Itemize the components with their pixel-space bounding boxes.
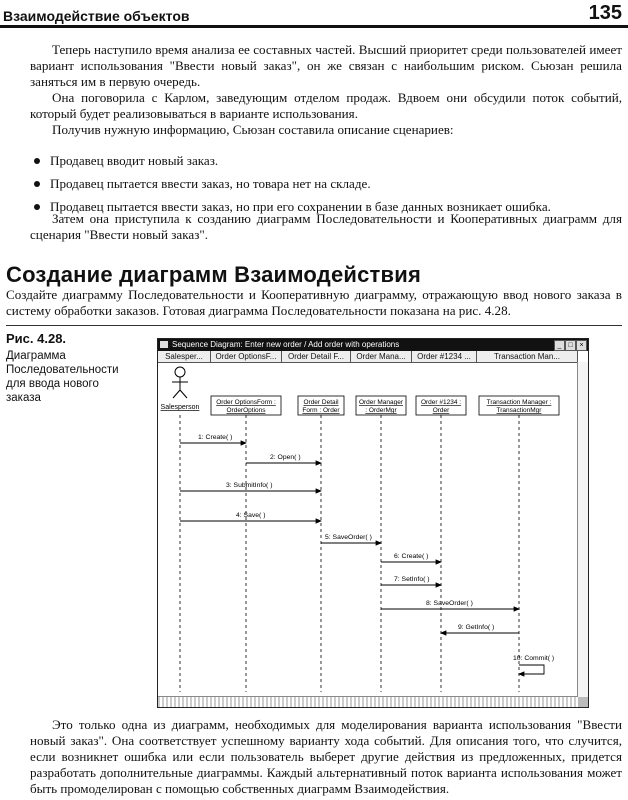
message-labels bbox=[198, 434, 554, 662]
close-icon[interactable]: × bbox=[576, 340, 587, 351]
message-label: 2: Open( ) bbox=[270, 454, 301, 461]
message-label: 1: Create( ) bbox=[198, 434, 233, 441]
svg-text:OrderOptions: OrderOptions bbox=[226, 407, 266, 414]
svg-text:Order Manager: Order Manager bbox=[358, 399, 404, 406]
page-number: 135 bbox=[588, 2, 622, 24]
figure-number: Рис. 4.28. bbox=[6, 331, 67, 346]
message-label: 10: Commit( ) bbox=[513, 655, 555, 662]
list-item: Продавец вводит новый заказ. bbox=[34, 153, 614, 169]
figure-rule bbox=[6, 325, 622, 326]
list-item: Продавец пытается ввести заказ, но при его сохранении в базе данных возникает ошибка. bbox=[34, 199, 614, 215]
paragraph: Теперь наступило время анализа ее составных частей. Высший приоритет среди пользователей имеет вариант использования "Ввести новый заказ", он же связан с наибольшим риском. Сьюзан решила заняться им в первую очередь. bbox=[30, 42, 622, 89]
paragraph: Создайте диаграмму Последовательности и Кооперативную диаграмму, отражающую ввод нового заказа в систему обработки заказов. Готовая диаграмма Последовательности показана на рис. 4.28. bbox=[6, 287, 622, 318]
sequence-diagram-canvas bbox=[158, 362, 576, 706]
svg-text:Order #1234 :: Order #1234 : bbox=[420, 399, 462, 406]
running-head: Взаимодействие объектов bbox=[3, 8, 190, 24]
svg-text:Transaction Manager :: Transaction Manager : bbox=[486, 399, 552, 406]
message-label: 6: Create( ) bbox=[394, 553, 429, 560]
svg-text:Order Detail: Order Detail bbox=[303, 399, 339, 406]
list-item: Продавец пытается ввести заказ, но товара нет на складе. bbox=[34, 176, 614, 192]
actor-icon bbox=[172, 367, 188, 398]
paragraph: Это только одна из диаграмм, необходимых для моделирования варианта использования "Ввести новый заказ". Она соответствует успешному варианту хода событий. Для описания того, что случится, если возникнет ошибка или если пользователь выберет другие действия из предложенных, придется разработать дополнительные диаграммы. Каждый альтернативный поток варианта использования может быть промоделирован с помощью собственных диаграмм Взаимодействия. bbox=[30, 717, 622, 796]
intro-block bbox=[30, 42, 622, 138]
section-title: Создание диаграмм Взаимодействия bbox=[6, 262, 422, 287]
column-header[interactable]: Salesper... bbox=[158, 351, 211, 363]
column-header[interactable]: Order Mana... bbox=[351, 351, 412, 363]
actor-label: Salesperson bbox=[160, 404, 200, 411]
paragraph: Она поговорила с Карлом, заведующим отделом продаж. Вдвоем они обсудили поток событий, который будет реализовываться в варианте использования. bbox=[30, 90, 622, 121]
after-bullets bbox=[30, 211, 622, 243]
message-arrow bbox=[519, 665, 544, 674]
svg-text:Order OptionsForm :: Order OptionsForm : bbox=[216, 399, 276, 406]
message-label: 5: SaveOrder( ) bbox=[325, 534, 372, 541]
closing-block bbox=[30, 717, 622, 797]
object-box[interactable] bbox=[356, 396, 406, 415]
message-label: 4: Save( ) bbox=[236, 512, 266, 519]
svg-text:Order: Order bbox=[432, 407, 450, 414]
paragraph: Затем она приступила к созданию диаграмм Последовательности и Кооперативных диаграмм для сценария "Ввести новый заказ". bbox=[30, 211, 622, 242]
column-header[interactable]: Order #1234 ... bbox=[412, 351, 477, 363]
message-label: 7: SetInfo( ) bbox=[394, 576, 430, 583]
column-header[interactable]: Transaction Man... bbox=[477, 351, 578, 363]
column-header[interactable]: Order OptionsF... bbox=[211, 351, 282, 363]
sequence-diagram-window bbox=[157, 338, 589, 708]
object-box[interactable] bbox=[211, 396, 281, 415]
bullet-icon bbox=[34, 181, 40, 187]
message-label: 9: GetInfo( ) bbox=[458, 624, 495, 631]
figure-caption: Диаграмма Последовательности для ввода нового заказа bbox=[6, 350, 119, 404]
window-title: Sequence Diagram: Enter new order / Add order with operations bbox=[158, 339, 588, 351]
lifelines bbox=[180, 415, 519, 692]
window-menu-icon[interactable] bbox=[160, 341, 168, 348]
page-header bbox=[0, 0, 628, 28]
object-box[interactable] bbox=[479, 396, 559, 415]
minimize-icon[interactable]: _ bbox=[554, 340, 565, 351]
message-label: 8: SaveOrder( ) bbox=[426, 600, 473, 607]
maximize-icon[interactable]: □ bbox=[565, 340, 576, 351]
object-box[interactable] bbox=[416, 396, 466, 415]
svg-text:: OrderMgr: : OrderMgr bbox=[365, 407, 397, 414]
scroll-corner bbox=[578, 697, 588, 707]
header-rule bbox=[0, 25, 628, 28]
bullet-icon bbox=[34, 204, 40, 210]
message-label: 3: SubmitInfo( ) bbox=[226, 482, 273, 489]
svg-text:Form : Order: Form : Order bbox=[302, 407, 340, 414]
object-box[interactable] bbox=[298, 396, 344, 415]
column-header[interactable]: Order Detail F... bbox=[282, 351, 351, 363]
bullet-icon bbox=[34, 158, 40, 164]
messages bbox=[180, 443, 544, 674]
svg-text:TransactionMgr: TransactionMgr bbox=[496, 407, 542, 414]
section-text bbox=[6, 287, 622, 319]
paragraph: Получив нужную информацию, Сьюзан составила описание сценариев: bbox=[52, 122, 454, 137]
vertical-scrollbar[interactable] bbox=[577, 362, 588, 697]
